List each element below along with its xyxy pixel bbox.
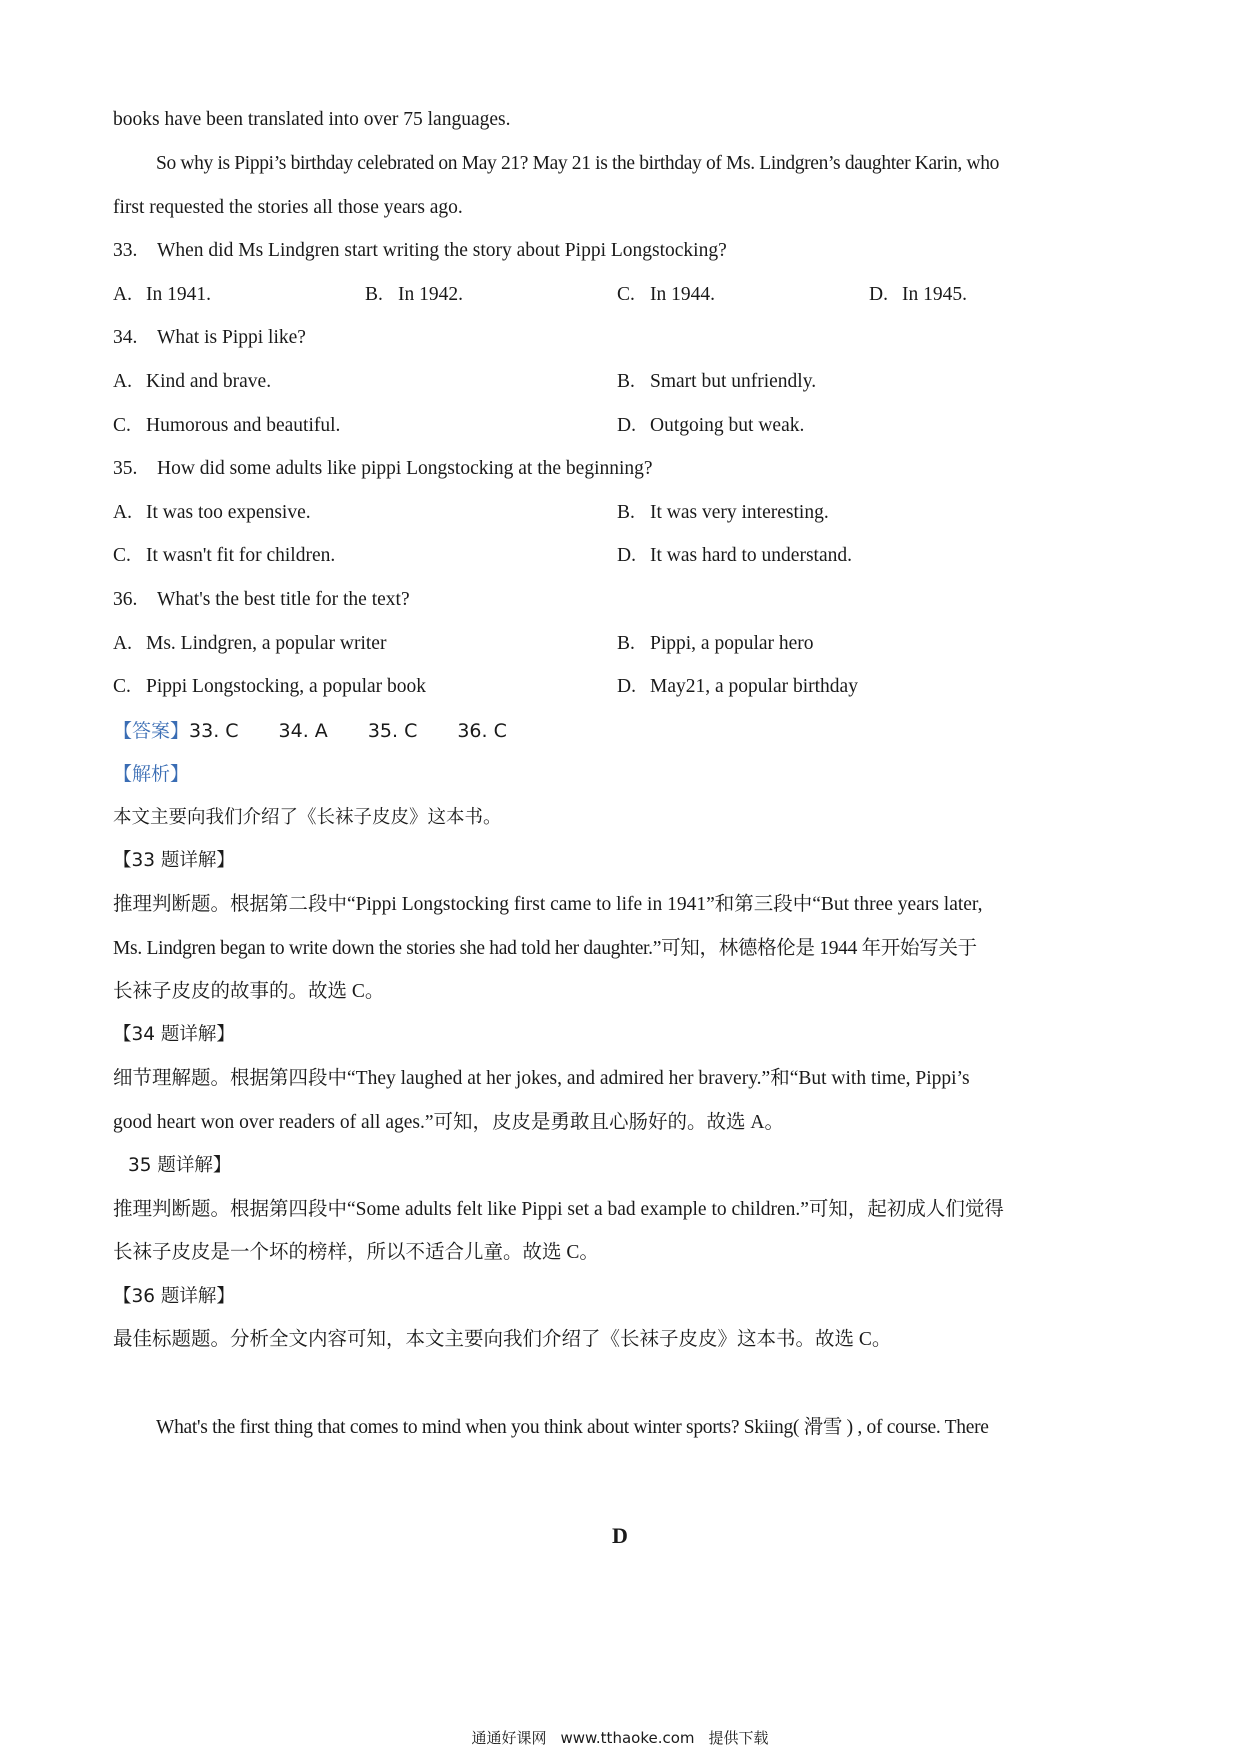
answer-line [113,718,547,744]
detail-heading-36: 【36 题详解】 [113,1286,235,1307]
option-letter: D. [617,545,636,566]
option-letter: B. [617,502,635,523]
option-33-c[interactable] [617,282,715,308]
option-letter: A. [113,633,132,654]
option-text: Pippi Longstocking, a popular book [146,676,427,697]
option-35-b[interactable] [617,500,829,526]
option-letter: D. [617,676,636,697]
detail-heading-35: 35 题详解】 [128,1155,232,1176]
section-d-heading: D [612,1523,628,1548]
option-36-a[interactable] [113,631,386,657]
option-text: It was hard to understand. [650,545,852,566]
option-36-c[interactable] [113,674,426,700]
passage-line: first requested the stories all those years ago. [113,197,463,218]
option-letter: D. [617,415,636,436]
option-text: Humorous and beautiful. [146,415,341,436]
answer-value: 35. C [367,720,418,742]
option-text: It was very interesting. [650,502,829,523]
detail-33-line: Ms. Lindgren began to write down the stories she had told her daughter.”可知，林德格伦是 1944 年开始写关于 [113,938,977,959]
option-33-d[interactable] [869,282,967,308]
option-text: Smart but unfriendly. [650,371,817,392]
option-text: May21, a popular birthday [650,676,858,697]
detail-34-line: 细节理解题。根据第四段中“They laughed at her jokes, and admired her bravery.”和“But with time, Pippi’s [113,1068,970,1089]
question-text: How did some adults like pippi Longstocking at the beginning? [157,458,653,479]
option-letter: C. [617,284,635,305]
passage-line: books have been translated into over 75 languages. [113,109,511,130]
detail-heading-33: 【33 题详解】 [113,850,235,871]
option-letter: B. [617,633,635,654]
option-35-a[interactable] [113,500,311,526]
option-36-b[interactable] [617,631,814,657]
detail-34-line: good heart won over readers of all ages.”可知，皮皮是勇敢且心肠好的。故选 A。 [113,1112,784,1133]
question-number: 35. [113,458,138,479]
question-text: What's the best title for the text? [157,589,410,610]
passage-line: So why is Pippi’s birthday celebrated on May 21? May 21 is the birthday of Ms. Lindgren’s daughter Karin, who [156,153,999,174]
footer-site-name: 通通好课网 [471,1729,547,1747]
answer-value: 33. C [189,720,239,742]
option-text: Ms. Lindgren, a popular writer [146,633,387,654]
option-36-d[interactable] [617,674,858,700]
option-text: In 1945. [902,284,967,305]
question-number: 34. [113,327,138,348]
option-text: Outgoing but weak. [650,415,805,436]
option-33-a[interactable] [113,282,211,308]
footer-note: 提供下载 [708,1729,769,1747]
detail-36-line: 最佳标题题。分析全文内容可知，本文主要向我们介绍了《长袜子皮皮》这本书。故选 C。 [113,1329,892,1350]
option-33-b[interactable] [365,282,463,308]
option-35-c[interactable] [113,543,335,569]
analysis-label-line [113,761,189,787]
option-text: In 1941. [146,284,211,305]
footer [0,1727,1240,1748]
answer-value: 36. C [457,720,507,742]
question-35 [113,456,1133,482]
option-34-c[interactable] [113,413,340,439]
detail-33-line: 长袜子皮皮的故事的。故选 C。 [113,981,385,1002]
option-letter: A. [113,284,132,305]
analysis-label: 【解析】 [113,763,190,785]
option-34-b[interactable] [617,369,816,395]
option-letter: A. [113,371,132,392]
question-34 [113,325,1133,351]
option-letter: B. [365,284,383,305]
question-number: 36. [113,589,138,610]
answer-value: 34. A [278,720,328,742]
footer-url[interactable]: www.tthaoke.com [560,1729,695,1747]
detail-35-line: 推理判断题。根据第四段中“Some adults felt like Pippi set a bad example to children.”可知，起初成人们觉得 [113,1199,1004,1220]
option-letter: A. [113,502,132,523]
option-letter: B. [617,371,635,392]
option-letter: C. [113,676,131,697]
analysis-summary: 本文主要向我们介绍了《长袜子皮皮》这本书。 [113,807,502,828]
detail-33-line: 推理判断题。根据第二段中“Pippi Longstocking first came to life in 1941”和第三段中“But three years later, [113,894,983,915]
option-letter: C. [113,415,131,436]
option-letter: D. [869,284,888,305]
question-text: When did Ms Lindgren start writing the story about Pippi Longstocking? [157,240,727,261]
question-36 [113,587,1133,613]
option-text: Kind and brave. [146,371,272,392]
detail-35-line: 长袜子皮皮是一个坏的榜样，所以不适合儿童。故选 C。 [113,1242,599,1263]
option-text: It was too expensive. [146,502,311,523]
option-34-a[interactable] [113,369,271,395]
option-text: It wasn't fit for children. [146,545,336,566]
option-text: Pippi, a popular hero [650,633,814,654]
question-33 [113,238,1133,264]
answer-label: 【答案】 [113,720,190,742]
detail-heading-34: 【34 题详解】 [113,1024,235,1045]
option-text: In 1944. [650,284,715,305]
option-text: In 1942. [398,284,463,305]
section-d-first-line: What's the first thing that comes to mind when you think about winter sports? Skiing( 滑雪 ) , of course. There [156,1417,989,1438]
question-number: 33. [113,240,138,261]
option-letter: C. [113,545,131,566]
option-35-d[interactable] [617,543,852,569]
option-34-d[interactable] [617,413,804,439]
question-text: What is Pippi like? [157,327,306,348]
